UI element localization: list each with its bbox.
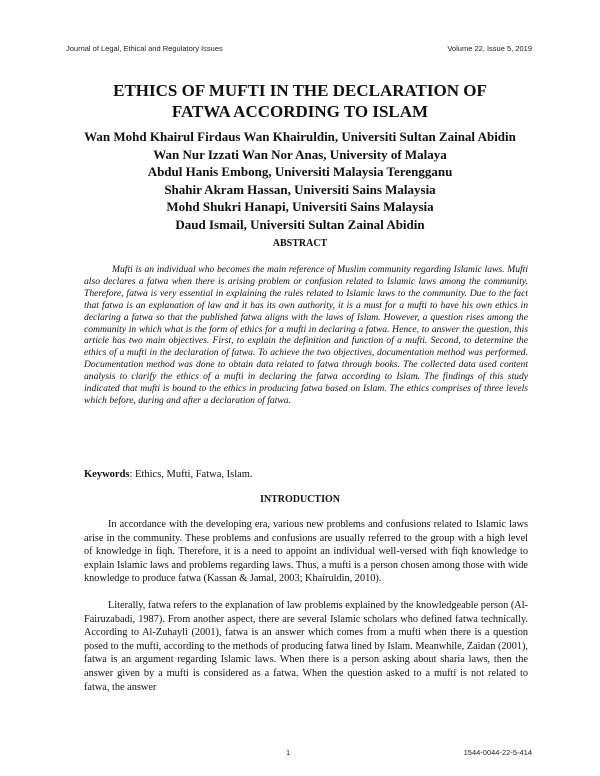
volume-issue: Volume 22, Issue 5, 2019: [447, 44, 532, 53]
title-line-1: ETHICS OF MUFTI IN THE DECLARATION OF: [113, 81, 487, 100]
author-line: Abdul Hanis Embong, Universiti Malaysia Terengganu: [147, 164, 453, 180]
author-line: Mohd Shukri Hanapi, Universiti Sains Malaysia: [166, 199, 434, 215]
author-line: Wan Mohd Khairul Firdaus Wan Khairuldin, Universiti Sultan Zainal Abidin: [84, 129, 516, 144]
page-number: 1: [286, 748, 291, 757]
abstract-heading: ABSTRACT: [272, 238, 328, 249]
author-line: Wan Nur Izzati Wan Nor Anas, University of Malaya: [153, 146, 447, 162]
paper-title: [60, 80, 540, 122]
author-line: Daud Ismail, Universiti Sultan Zainal Abidin: [175, 216, 425, 232]
introduction-paragraph-2: Literally, fatwa refers to the explanation of law problems explained by the knowledgeable person (Al-Fairuzabadi, 1987). From another aspect, there are several Islamic scholars who defined fatwa technically. According to Al-Zuhayli (2001), fatwa is an answer which comes from a mufti when there is a question posed to the mufti, according to the methods of producing fatwa lined by Islam. Meanwhile, Zaidan (2001), fatwa is an argument regarding Islamic laws. When there is a person asking about sharia laws, then the answer given by a mufti is considered as a fatwa. When the question asked to a mufti is not related to fatwa, the answer: [84, 600, 528, 693]
author-line: Shahir Akram Hassan, Universiti Sains Malaysia: [164, 181, 436, 197]
article-id: 1544-0044-22-5-414: [463, 748, 532, 757]
abstract-text: Mufti is an individual who becomes the main reference of Muslim community regarding Islamic laws. Mufti also declares a fatwa when there is arising problem or confusion related to Islamic laws among the community. Therefore, fatwa is very essential in explaining the rules related to Islamic laws to the community. Due to the fact that fatwa is an explanation of law and it has its own authority, it is a must for a mufti to have his own ethics in declaring a fatwa so that the published fatwa aligns with the laws of Islam. However, a question rises among the community in which what is the form of ethics for a mufti in declaring a fatwa. Hence, to answer the question, this article has two main objectives. First, to explain the definition and function of a mufti. Second, to determine the ethics of a mufti in the declaration of fatwa. To achieve the two objectives, documentation method was performed. Documentation method was done to obtain data related to fatwa through books. The collected data used content analysis to clarify the ethics of a mufti in declaring the fatwa according to Islam. The findings of this study indicated that mufti is bound to the ethics in producing fatwa based on Islam. The ethics comprises of three levels which before, during and after a declaration of fatwa.: [84, 264, 528, 406]
keywords-label: Keywords: [84, 469, 130, 480]
keywords-line: [84, 469, 528, 480]
title-line-2: FATWA ACCORDING TO ISLAM: [171, 102, 429, 121]
introduction-paragraph-1: In accordance with the developing era, various new problems and confusions related to Islamic laws arise in the community. These problems and confusions are usually referred to the group with a high level of knowledge in fiqh. Therefore, it is a need to appoint an individual well-versed with fiqh knowledge to explain Islamic laws and problems regarding laws. Thus, a mufti is a person chosen among those with wide knowledge to produce fatwa (Kassan & Jamal, 2003; Khairuldin, 2010).: [84, 519, 528, 585]
introduction-heading: INTRODUCTION: [259, 494, 340, 505]
running-header: [66, 44, 532, 53]
keywords-value: : Ethics, Mufti, Fatwa, Islam.: [129, 469, 253, 480]
author-list: [40, 128, 560, 234]
journal-name: Journal of Legal, Ethical and Regulatory Issues: [66, 44, 223, 53]
